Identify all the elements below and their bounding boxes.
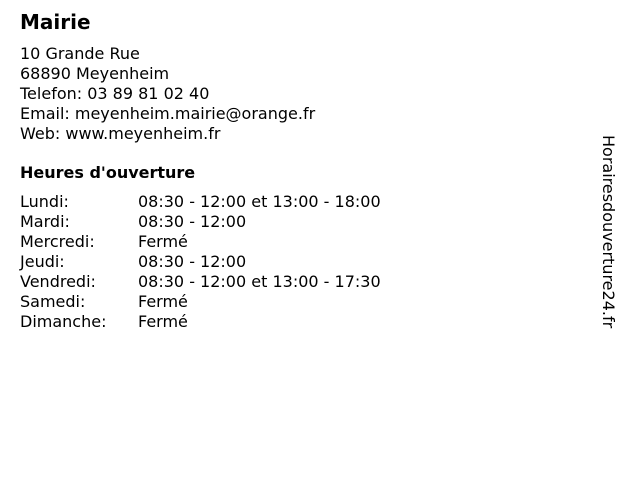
day-hours: 08:30 - 12:00	[138, 252, 247, 271]
day-label: Jeudi:	[20, 252, 65, 271]
email-line: Email: meyenheim.mairie@orange.fr	[20, 104, 316, 123]
hours-row-lundi	[20, 192, 600, 212]
day-hours: 08:30 - 12:00 et 13:00 - 17:30	[138, 272, 381, 291]
hours-row-mardi	[20, 212, 600, 232]
hours-row-vendredi	[20, 272, 600, 292]
hours-row-jeudi	[20, 252, 600, 272]
day-hours: Fermé	[138, 232, 188, 251]
place-card	[20, 10, 600, 332]
day-label: Dimanche:	[20, 312, 107, 331]
day-label: Mercredi:	[20, 232, 95, 251]
opening-hours-heading: Heures d'ouverture	[20, 163, 196, 182]
hours-row-dimanche	[20, 312, 600, 332]
day-label: Lundi:	[20, 192, 69, 211]
phone-line: Telefon: 03 89 81 02 40	[20, 84, 210, 103]
address-city: 68890 Meyenheim	[20, 64, 170, 83]
hours-row-samedi	[20, 292, 600, 312]
day-hours: Fermé	[138, 292, 188, 311]
opening-hours-table	[20, 192, 600, 332]
day-hours: 08:30 - 12:00 et 13:00 - 18:00	[138, 192, 381, 211]
place-name: Mairie	[20, 10, 91, 34]
address-street: 10 Grande Rue	[20, 44, 140, 63]
day-hours: Fermé	[138, 312, 188, 331]
day-hours: 08:30 - 12:00	[138, 212, 247, 231]
web-line: Web: www.meyenheim.fr	[20, 124, 221, 143]
hours-row-mercredi	[20, 232, 600, 252]
day-label: Vendredi:	[20, 272, 96, 291]
day-label: Mardi:	[20, 212, 70, 231]
site-watermark: Horairesdouverture24.fr	[599, 135, 618, 329]
day-label: Samedi:	[20, 292, 86, 311]
